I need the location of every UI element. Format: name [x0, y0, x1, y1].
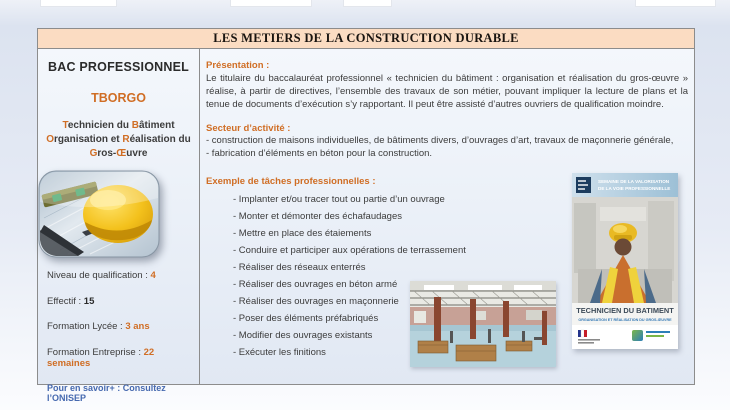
- top-edge-fragment: [635, 0, 716, 7]
- sector-heading: Secteur d’activité :: [206, 122, 291, 134]
- task-item: - Implanter et/ou tracer tout ou partie d’un ouvrage: [233, 194, 445, 206]
- svg-text:DE LA VOIE PROFESSIONNELLE: DE LA VOIE PROFESSIONNELLE: [598, 186, 671, 191]
- stat-company-duration: Formation Entreprise : 22 semaines: [47, 346, 155, 369]
- diploma-name-line: Technicien du Bâtiment: [62, 120, 175, 131]
- task-item: - Réaliser des ouvrages en béton armé: [233, 279, 398, 291]
- page-title: LES METIERS DE LA CONSTRUCTION DURABLE: [38, 29, 694, 49]
- stat-headcount: Effectif : 15: [47, 295, 95, 307]
- top-edge-fragment: [343, 0, 392, 7]
- top-edge-fragment: [230, 0, 312, 7]
- stats-block: [38, 270, 199, 369]
- worker-poster-image: [572, 173, 678, 349]
- job-sheet-table: [37, 28, 695, 403]
- diploma-name-line: Gros-Œuvre: [89, 148, 148, 159]
- top-edge-fragment: [40, 0, 117, 7]
- worker-poster-graphic: [572, 173, 678, 349]
- stat-qualification-level: Niveau de qualification : 4: [47, 270, 156, 281]
- tasks-heading: Exemple de tâches professionnelles :: [206, 176, 376, 188]
- workshop-photo-graphic: [410, 281, 556, 367]
- sector-line: - fabrication d’éléments en béton pour la construction.: [206, 147, 433, 159]
- task-item: - Mettre en place des étaiements: [233, 228, 372, 240]
- task-item: - Conduire et participer aux opérations de terrassement: [233, 245, 466, 257]
- svg-text:SEMAINE DE LA VALORISATION: SEMAINE DE LA VALORISATION: [598, 179, 670, 184]
- task-item: - Réaliser des ouvrages en maçonnerie: [233, 296, 399, 308]
- sector-line: - construction de maisons individuelles, de bâtiments divers, d’ouvrages d’art, travaux de maçonnerie générale,: [206, 134, 674, 146]
- presentation-heading: Présentation :: [206, 60, 270, 71]
- main-panel: [200, 49, 694, 384]
- diploma-level: BAC PROFESSIONNEL: [48, 60, 189, 74]
- diploma-name-line: Organisation et Réalisation du: [46, 134, 191, 145]
- diploma-name: [38, 119, 199, 161]
- task-item: - Réaliser des réseaux enterrés: [233, 262, 366, 274]
- svg-text:TECHNICIEN DU BATIMENT: TECHNICIEN DU BATIMENT: [576, 306, 674, 315]
- onisep-link[interactable]: Pour en savoir+ : Consultez l’ONISEP: [47, 383, 166, 403]
- task-item: - Exécuter les finitions: [233, 347, 326, 359]
- stat-school-duration: Formation Lycée : 3 ans: [47, 321, 150, 332]
- diploma-acronym: TBORGO: [91, 91, 146, 105]
- task-item: - Monter et démonter des échafaudages: [233, 211, 402, 223]
- hardhat-blueprint-image: [38, 170, 199, 258]
- svg-text:ORGANISATION ET RÉALISATION DU: ORGANISATION ET RÉALISATION DU GROS-ŒUVRE: [578, 318, 672, 322]
- workshop-photo: [410, 281, 556, 367]
- task-item: - Modifier des ouvrages existants: [233, 330, 373, 342]
- left-panel: [38, 49, 200, 403]
- presentation-body: Le titulaire du baccalauréat professionnel « technicien du bâtiment : organisation et réalisation du gros-œuvre » réalise, à partir de directives, l’ensemble des travaux de son métier, pouvant impliquer la lecture de plans et la tenue de documents d’exécution s’y rapportant. Il peut être assisté d’autres ouvriers de qualification moindre.: [206, 73, 688, 111]
- task-item: - Poser des éléments préfabriqués: [233, 313, 379, 325]
- hardhat-blueprint-icon: [38, 170, 160, 258]
